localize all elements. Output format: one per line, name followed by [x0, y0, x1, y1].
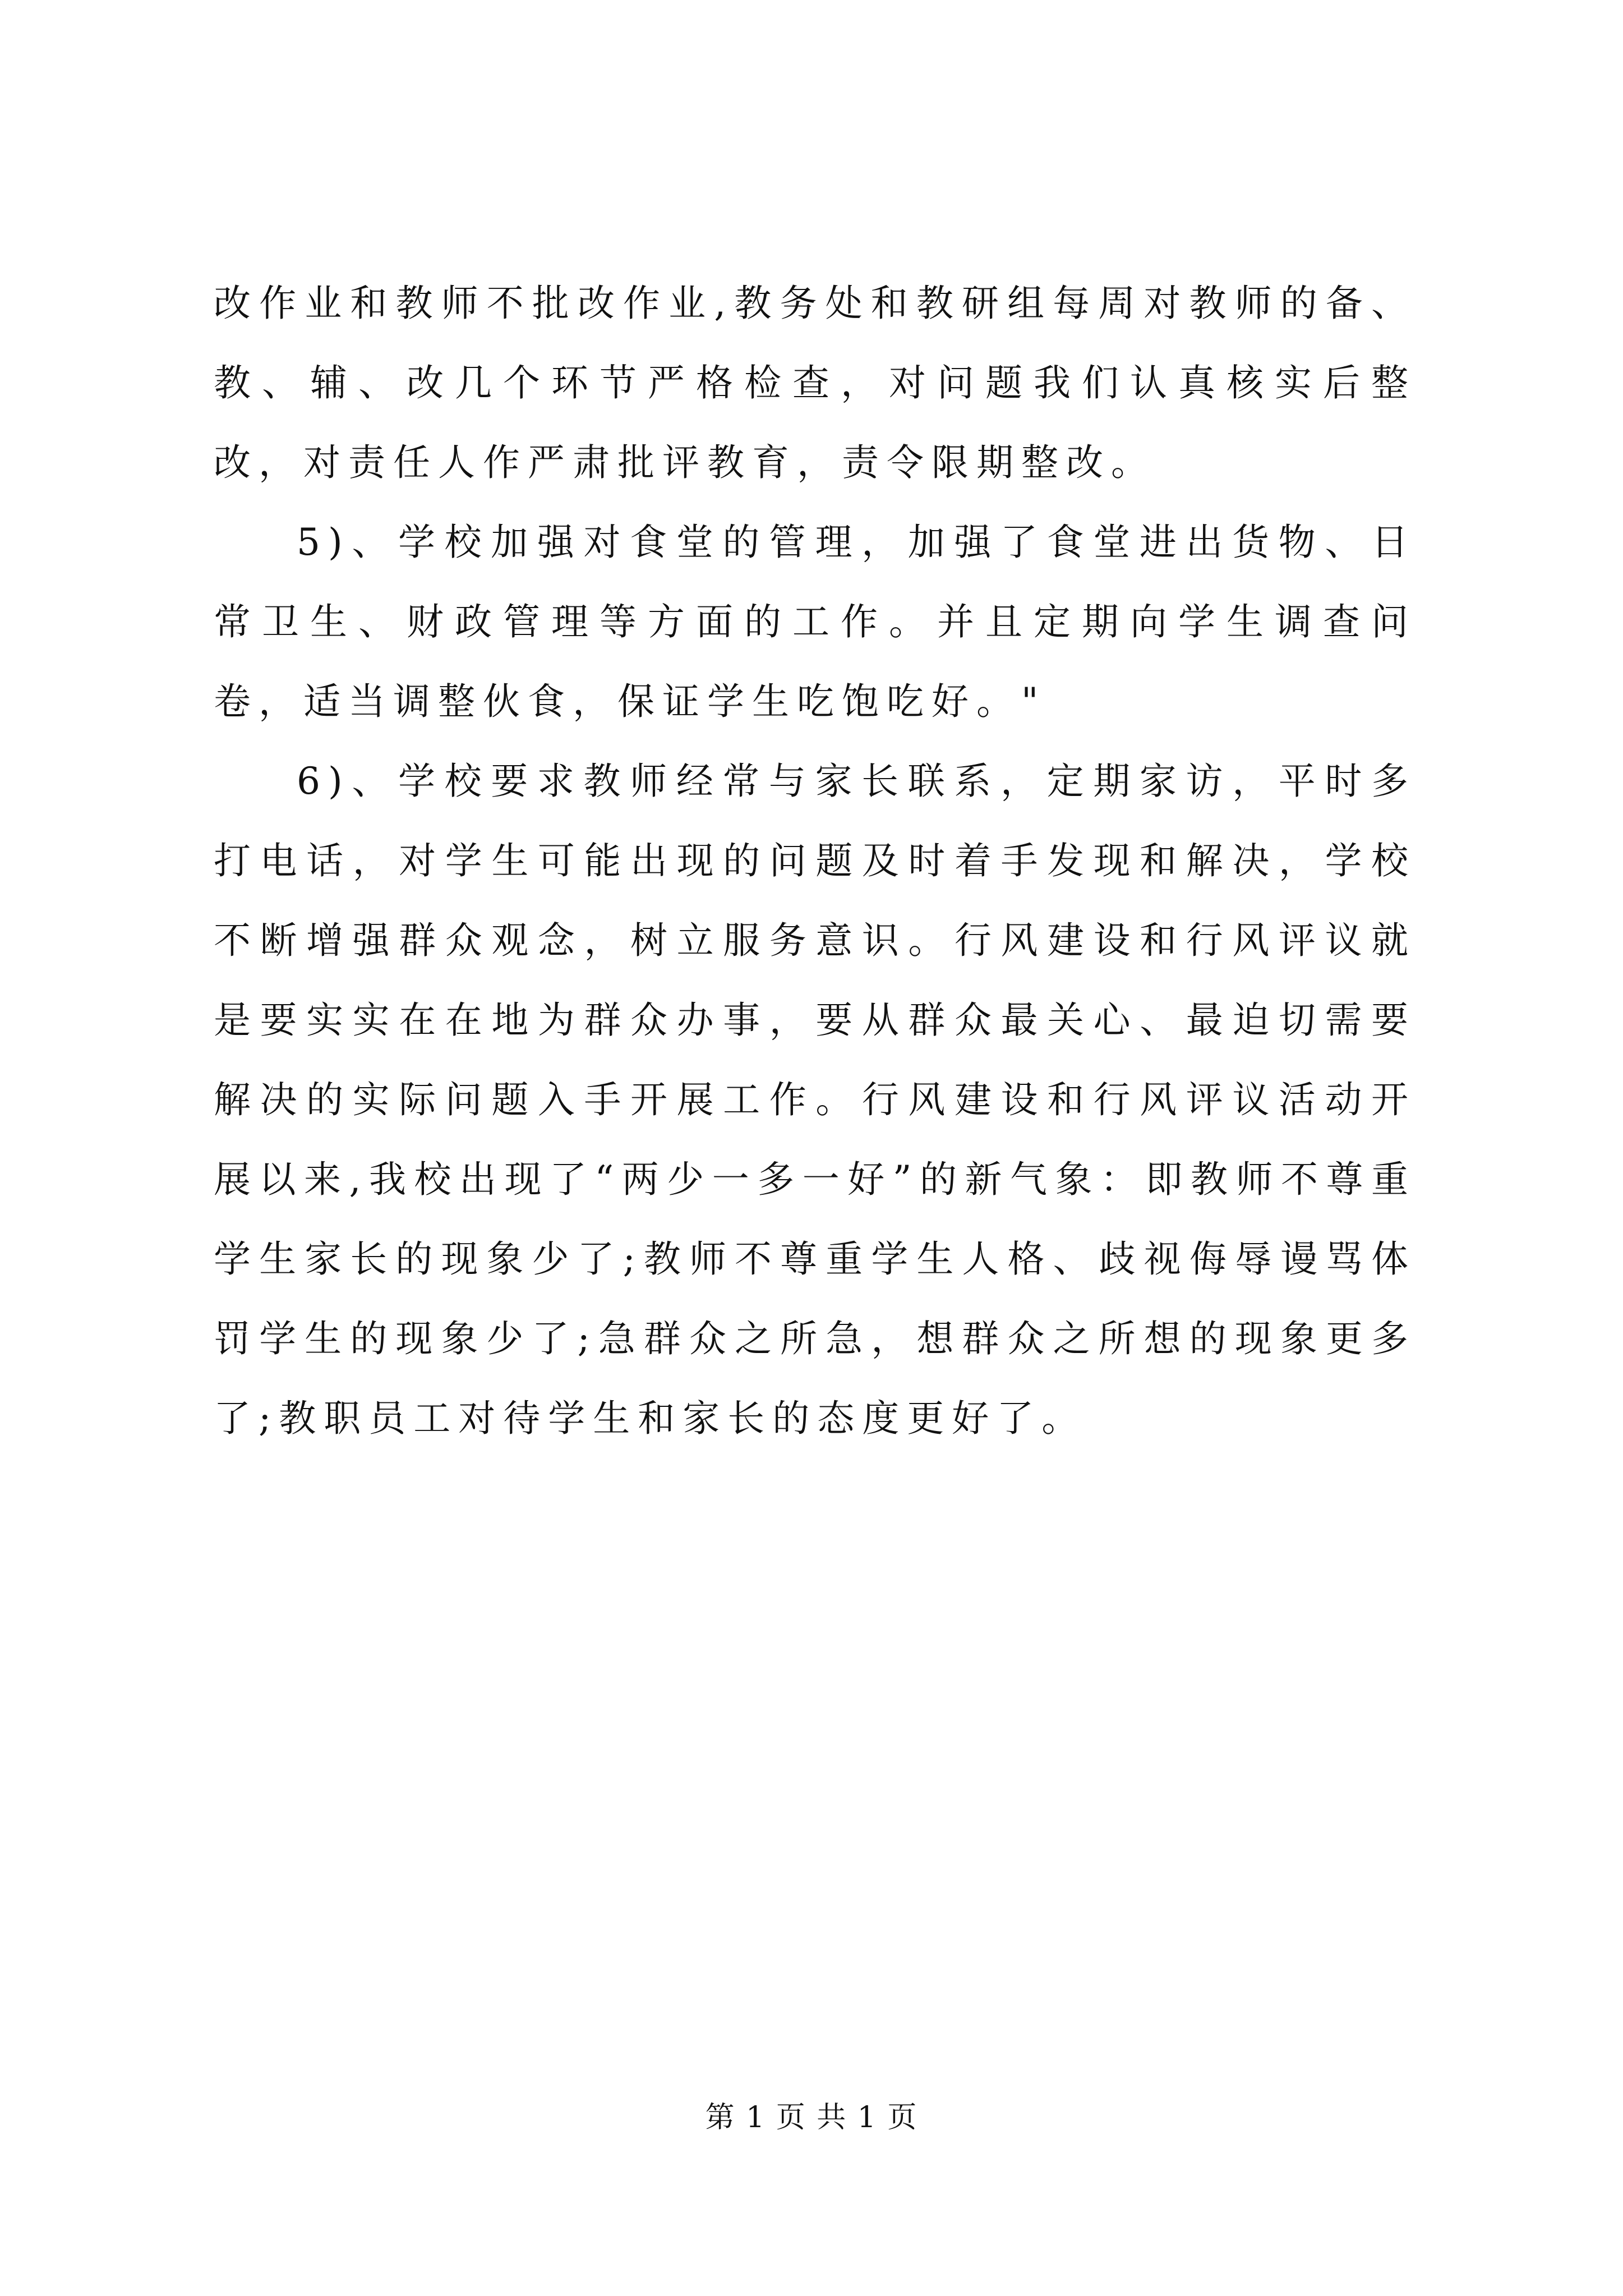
document-body	[214, 264, 1416, 1458]
paragraph-continuation: 改作业和教师不批改作业,教务处和教研组每周对教师的备、教、辅、改几个环节严格检查，对问题我们认真核实后整改，对责任人作严肃批评教育，责令限期整改。	[214, 282, 1416, 484]
paragraph-item-5: 5)、学校加强对食堂的管理，加强了食堂进出货物、日常卫生、财政管理等方面的工作。并且定期向学生调查问卷，适当调整伙食，保证学生吃饱吃好。"	[214, 521, 1416, 723]
paragraph-item-6: 6)、学校要求教师经常与家长联系，定期家访，平时多打电话，对学生可能出现的问题及时着手发现和解决，学校不断增强群众观念，树立服务意识。行风建设和行风评议就是要实实在在地为群众办事，要从群众最关心、最迫切需要解决的实际问题入手开展工作。行风建设和行风评议活动开展以来,我校出现了“两少一多一好”的新气象：即教师不尊重学生家长的现象少了;教师不尊重学生人格、歧视侮辱谩骂体罚学生的现象少了;急群众之所急，想群众之所想的现象更多了;教职员工对待学生和家长的态度更好了。	[214, 760, 1416, 1440]
page-footer: 第 1 页 共 1 页	[705, 2101, 918, 2134]
